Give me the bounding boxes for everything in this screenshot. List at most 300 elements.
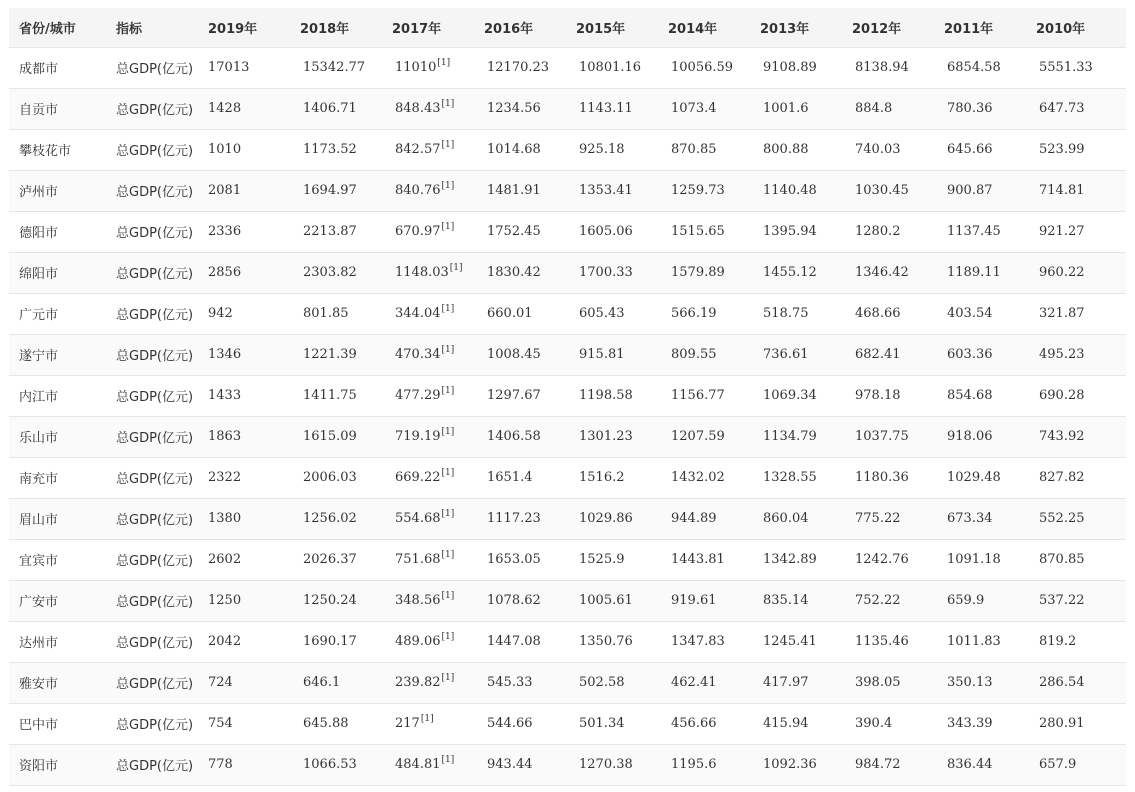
value-cell: [750, 457, 842, 498]
value-text: 1001.6: [763, 101, 809, 116]
value-text: 468.66: [855, 306, 901, 321]
value-cell: [566, 539, 658, 580]
value-text: 1135.46: [855, 634, 909, 649]
value-cell: [382, 375, 474, 416]
value-cell: [198, 47, 290, 88]
value-cell: [750, 621, 842, 662]
value-cell: [658, 334, 750, 375]
value-cell: [842, 580, 934, 621]
value-text: 1433: [208, 388, 242, 403]
indicator-cell: 总GDP(亿元): [116, 472, 194, 487]
value-cell: [1026, 621, 1126, 662]
value-cell: [290, 252, 382, 293]
value-text: 2006.03: [303, 470, 357, 485]
value-text: 2081: [208, 183, 242, 198]
value-cell: [198, 129, 290, 170]
value-text: 673.34: [947, 511, 993, 526]
value-cell: [658, 293, 750, 334]
value-text: 842.57: [395, 142, 441, 157]
value-cell: [382, 580, 474, 621]
value-text: 984.72: [855, 757, 901, 772]
value-cell: [382, 662, 474, 703]
value-cell: [382, 293, 474, 334]
table-row: [9, 416, 1126, 457]
value-cell: [290, 703, 382, 744]
value-cell: [474, 129, 566, 170]
value-text: 1432.02: [671, 470, 725, 485]
value-cell: [1026, 498, 1126, 539]
value-cell: [658, 703, 750, 744]
value-text: 1752.45: [487, 224, 541, 239]
value-cell: [658, 129, 750, 170]
footnote-reference-link[interactable]: [1]: [441, 755, 455, 765]
footnote-reference-link[interactable]: [1]: [441, 673, 455, 683]
value-text: 1863: [208, 429, 242, 444]
value-cell: [198, 88, 290, 129]
indicator-cell: 总GDP(亿元): [116, 308, 194, 323]
value-cell: [842, 416, 934, 457]
value-text: 1073.4: [671, 101, 717, 116]
value-cell: [842, 457, 934, 498]
value-cell: [842, 252, 934, 293]
footnote-reference-link[interactable]: [1]: [441, 181, 455, 191]
value-cell: [566, 334, 658, 375]
indicator-cell: 总GDP(亿元): [116, 759, 194, 774]
table-row: [9, 375, 1126, 416]
value-text: 646.1: [303, 675, 341, 690]
value-cell: [842, 662, 934, 703]
value-text: 978.18: [855, 388, 901, 403]
value-text: 2213.87: [303, 224, 357, 239]
value-text: 1180.36: [855, 470, 909, 485]
table-row: [9, 252, 1126, 293]
value-cell: [934, 662, 1026, 703]
value-text: 1301.23: [579, 429, 633, 444]
value-cell: [934, 375, 1026, 416]
value-text: 1579.89: [671, 265, 725, 280]
value-cell: [934, 498, 1026, 539]
value-cell: [1026, 580, 1126, 621]
value-text: 647.73: [1039, 101, 1085, 116]
value-cell: [566, 170, 658, 211]
city-cell: 遂宁市: [19, 349, 59, 364]
value-cell: [934, 252, 1026, 293]
value-cell: [290, 293, 382, 334]
value-text: 1011.83: [947, 634, 1001, 649]
value-text: 1297.67: [487, 388, 541, 403]
value-text: 1455.12: [763, 265, 817, 280]
value-cell: [658, 498, 750, 539]
value-text: 1346: [208, 347, 242, 362]
footnote-reference-link[interactable]: [1]: [441, 386, 455, 396]
value-cell: [382, 744, 474, 785]
value-text: 1173.52: [303, 142, 357, 157]
value-cell: [842, 334, 934, 375]
value-text: 752.22: [855, 593, 901, 608]
value-text: 809.55: [671, 347, 717, 362]
value-text: 518.75: [763, 306, 809, 321]
indicator-cell: 总GDP(亿元): [116, 144, 194, 159]
value-text: 1342.89: [763, 552, 817, 567]
value-cell: [198, 211, 290, 252]
value-cell: [290, 88, 382, 129]
indicator-cell: 总GDP(亿元): [116, 718, 194, 733]
value-text: 918.06: [947, 429, 993, 444]
value-cell: [750, 170, 842, 211]
city-cell: 南充市: [19, 472, 59, 487]
column-header: 2011年: [944, 21, 994, 37]
table-row: [9, 334, 1126, 375]
indicator-cell: 总GDP(亿元): [116, 595, 194, 610]
footnote-reference-link[interactable]: [1]: [441, 304, 455, 314]
value-cell: [474, 416, 566, 457]
value-cell: [658, 744, 750, 785]
column-header: 2013年: [760, 21, 810, 37]
value-text: 495.23: [1039, 347, 1085, 362]
value-cell: [750, 375, 842, 416]
table-row: [9, 170, 1126, 211]
value-cell: [842, 703, 934, 744]
value-text: 1380: [208, 511, 242, 526]
value-text: 801.85: [303, 306, 349, 321]
value-text: 1346.42: [855, 265, 909, 280]
value-text: 1259.73: [671, 183, 725, 198]
value-text: 2042: [208, 634, 242, 649]
value-cell: [566, 498, 658, 539]
city-cell: 巴中市: [19, 718, 59, 733]
value-cell: [474, 498, 566, 539]
footnote-reference-link[interactable]: [1]: [441, 427, 455, 437]
value-text: 390.4: [855, 716, 893, 731]
footnote-reference-link[interactable]: [1]: [449, 263, 463, 273]
value-text: 714.81: [1039, 183, 1085, 198]
value-cell: [658, 621, 750, 662]
value-cell: [198, 744, 290, 785]
value-text: 1515.65: [671, 224, 725, 239]
value-cell: [750, 252, 842, 293]
value-text: 1207.59: [671, 429, 725, 444]
value-text: 554.68: [395, 511, 441, 526]
value-cell: [934, 539, 1026, 580]
value-cell: [382, 170, 474, 211]
value-text: 870.85: [671, 142, 717, 157]
value-cell: [842, 293, 934, 334]
value-cell: [566, 375, 658, 416]
value-cell: [198, 580, 290, 621]
column-header: 2015年: [576, 21, 626, 37]
value-text: 2026.37: [303, 552, 357, 567]
value-cell: [842, 47, 934, 88]
footnote-reference-link[interactable]: [1]: [441, 99, 455, 109]
value-cell: [934, 170, 1026, 211]
value-text: 1443.81: [671, 552, 725, 567]
value-cell: [382, 703, 474, 744]
value-text: 1690.17: [303, 634, 357, 649]
indicator-cell: 总GDP(亿元): [116, 390, 194, 405]
value-text: 1406.58: [487, 429, 541, 444]
value-text: 348.56: [395, 593, 441, 608]
value-text: 1156.77: [671, 388, 725, 403]
value-text: 9108.89: [763, 60, 817, 75]
value-cell: [474, 211, 566, 252]
value-cell: [290, 539, 382, 580]
value-text: 921.27: [1039, 224, 1085, 239]
value-cell: [1026, 416, 1126, 457]
value-cell: [658, 252, 750, 293]
value-text: 1347.83: [671, 634, 725, 649]
value-text: 1143.11: [579, 101, 633, 116]
value-cell: [658, 539, 750, 580]
footnote-reference-link[interactable]: [1]: [441, 632, 455, 642]
value-cell: [290, 47, 382, 88]
value-cell: [1026, 170, 1126, 211]
value-text: 645.88: [303, 716, 349, 731]
value-text: 860.04: [763, 511, 809, 526]
value-cell: [842, 539, 934, 580]
value-text: 1350.76: [579, 634, 633, 649]
value-text: 740.03: [855, 142, 901, 157]
value-cell: [750, 293, 842, 334]
value-text: 1406.71: [303, 101, 357, 116]
footnote-reference-link[interactable]: [1]: [441, 222, 455, 232]
value-cell: [198, 293, 290, 334]
value-cell: [382, 539, 474, 580]
value-text: 545.33: [487, 675, 533, 690]
value-cell: [290, 744, 382, 785]
city-cell: 广元市: [19, 308, 59, 323]
value-text: 566.19: [671, 306, 717, 321]
value-text: 398.05: [855, 675, 901, 690]
value-cell: [1026, 662, 1126, 703]
value-text: 286.54: [1039, 675, 1085, 690]
value-text: 2856: [208, 265, 242, 280]
value-cell: [566, 662, 658, 703]
value-text: 919.61: [671, 593, 717, 608]
value-cell: [474, 170, 566, 211]
value-text: 403.54: [947, 306, 993, 321]
value-cell: [382, 252, 474, 293]
gdp-table-container: [9, 8, 1126, 786]
value-text: 477.29: [395, 388, 441, 403]
value-cell: [934, 744, 1026, 785]
value-text: 456.66: [671, 716, 717, 731]
value-text: 2322: [208, 470, 242, 485]
value-text: 1516.2: [579, 470, 625, 485]
value-cell: [290, 416, 382, 457]
value-cell: [382, 129, 474, 170]
table-body: [9, 47, 1126, 785]
value-cell: [566, 252, 658, 293]
value-text: 819.2: [1039, 634, 1077, 649]
table-row: [9, 47, 1126, 88]
table-row: [9, 498, 1126, 539]
value-cell: [658, 88, 750, 129]
value-cell: [842, 88, 934, 129]
value-text: 1245.41: [763, 634, 817, 649]
value-text: 1066.53: [303, 757, 357, 772]
value-text: 645.66: [947, 142, 993, 157]
value-text: 1091.18: [947, 552, 1001, 567]
column-header: 指标: [116, 21, 143, 37]
value-text: 8138.94: [855, 60, 909, 75]
value-text: 2602: [208, 552, 242, 567]
footnote-reference-link[interactable]: [1]: [441, 550, 455, 560]
column-header: 2019年: [208, 21, 258, 37]
value-text: 682.41: [855, 347, 901, 362]
value-cell: [934, 416, 1026, 457]
value-cell: [382, 621, 474, 662]
value-text: 489.06: [395, 634, 441, 649]
value-text: 960.22: [1039, 265, 1085, 280]
table-row: [9, 539, 1126, 580]
value-cell: [382, 334, 474, 375]
value-cell: [842, 129, 934, 170]
indicator-cell: 总GDP(亿元): [116, 677, 194, 692]
value-text: 1694.97: [303, 183, 357, 198]
value-cell: [474, 539, 566, 580]
value-cell: [566, 47, 658, 88]
value-text: 280.91: [1039, 716, 1085, 731]
table-row: [9, 580, 1126, 621]
value-text: 800.88: [763, 142, 809, 157]
value-text: 751.68: [395, 552, 441, 567]
value-text: 1148.03: [395, 265, 449, 280]
value-text: 11010: [395, 60, 437, 75]
value-text: 343.39: [947, 716, 993, 731]
city-cell: 乐山市: [19, 431, 59, 446]
value-text: 1428: [208, 101, 242, 116]
value-text: 836.44: [947, 757, 993, 772]
value-text: 605.43: [579, 306, 625, 321]
value-cell: [1026, 539, 1126, 580]
value-text: 2303.82: [303, 265, 357, 280]
value-text: 690.28: [1039, 388, 1085, 403]
value-cell: [198, 334, 290, 375]
footnote-reference-link[interactable]: [1]: [441, 468, 455, 478]
column-header: 2010年: [1036, 21, 1086, 37]
value-text: 1195.6: [671, 757, 717, 772]
value-cell: [474, 621, 566, 662]
city-cell: 达州市: [19, 636, 59, 651]
value-text: 239.82: [395, 675, 441, 690]
table-row: [9, 621, 1126, 662]
table-row: [9, 211, 1126, 252]
value-text: 780.36: [947, 101, 993, 116]
value-text: 1137.45: [947, 224, 1001, 239]
city-cell: 宜宾市: [19, 554, 59, 569]
value-text: 1014.68: [487, 142, 541, 157]
footnote-reference-link[interactable]: [1]: [420, 714, 434, 724]
value-cell: [198, 416, 290, 457]
value-cell: [1026, 457, 1126, 498]
value-cell: [290, 580, 382, 621]
table-header-row: [9, 8, 1126, 47]
value-cell: [474, 703, 566, 744]
value-text: 6854.58: [947, 60, 1001, 75]
footnote-reference-link[interactable]: [1]: [441, 140, 455, 150]
value-cell: [658, 662, 750, 703]
indicator-cell: 总GDP(亿元): [116, 636, 194, 651]
value-cell: [198, 170, 290, 211]
value-cell: [1026, 47, 1126, 88]
value-text: 942: [208, 306, 233, 321]
table-row: [9, 457, 1126, 498]
value-text: 344.04: [395, 306, 441, 321]
value-text: 501.34: [579, 716, 625, 731]
value-text: 502.58: [579, 675, 625, 690]
value-text: 1447.08: [487, 634, 541, 649]
value-text: 1328.55: [763, 470, 817, 485]
value-cell: [474, 580, 566, 621]
indicator-cell: 总GDP(亿元): [116, 554, 194, 569]
value-cell: [566, 580, 658, 621]
value-cell: [934, 88, 1026, 129]
value-text: 1029.86: [579, 511, 633, 526]
value-cell: [934, 334, 1026, 375]
indicator-cell: 总GDP(亿元): [116, 267, 194, 282]
value-text: 724: [208, 675, 233, 690]
value-text: 743.92: [1039, 429, 1085, 444]
footnote-reference-link[interactable]: [1]: [437, 58, 451, 68]
value-cell: [382, 211, 474, 252]
value-cell: [750, 662, 842, 703]
city-cell: 眉山市: [19, 513, 59, 528]
value-text: 1198.58: [579, 388, 633, 403]
value-cell: [750, 498, 842, 539]
value-cell: [474, 662, 566, 703]
value-text: 417.97: [763, 675, 809, 690]
value-text: 1411.75: [303, 388, 357, 403]
value-text: 1234.56: [487, 101, 541, 116]
footnote-reference-link[interactable]: [1]: [441, 591, 455, 601]
footnote-reference-link[interactable]: [1]: [441, 345, 455, 355]
indicator-cell: 总GDP(亿元): [116, 349, 194, 364]
value-text: 1525.9: [579, 552, 625, 567]
value-cell: [1026, 211, 1126, 252]
value-text: 10056.59: [671, 60, 734, 75]
value-cell: [658, 47, 750, 88]
value-text: 870.85: [1039, 552, 1085, 567]
value-text: 1078.62: [487, 593, 541, 608]
value-cell: [658, 375, 750, 416]
value-cell: [474, 293, 566, 334]
value-cell: [198, 621, 290, 662]
footnote-reference-link[interactable]: [1]: [441, 509, 455, 519]
value-text: 1005.61: [579, 593, 633, 608]
city-cell: 自贡市: [19, 103, 59, 118]
value-cell: [934, 129, 1026, 170]
column-header: 2016年: [484, 21, 534, 37]
value-text: 1069.34: [763, 388, 817, 403]
value-text: 415.94: [763, 716, 809, 731]
value-cell: [382, 416, 474, 457]
value-cell: [382, 47, 474, 88]
value-cell: [934, 703, 1026, 744]
indicator-cell: 总GDP(亿元): [116, 431, 194, 446]
value-cell: [934, 47, 1026, 88]
value-text: 1256.02: [303, 511, 357, 526]
indicator-cell: 总GDP(亿元): [116, 185, 194, 200]
value-cell: [1026, 252, 1126, 293]
table-row: [9, 293, 1126, 334]
value-text: 719.19: [395, 429, 441, 444]
value-cell: [290, 211, 382, 252]
value-cell: [750, 47, 842, 88]
value-cell: [842, 375, 934, 416]
value-text: 1030.45: [855, 183, 909, 198]
value-text: 669.22: [395, 470, 441, 485]
value-cell: [1026, 375, 1126, 416]
